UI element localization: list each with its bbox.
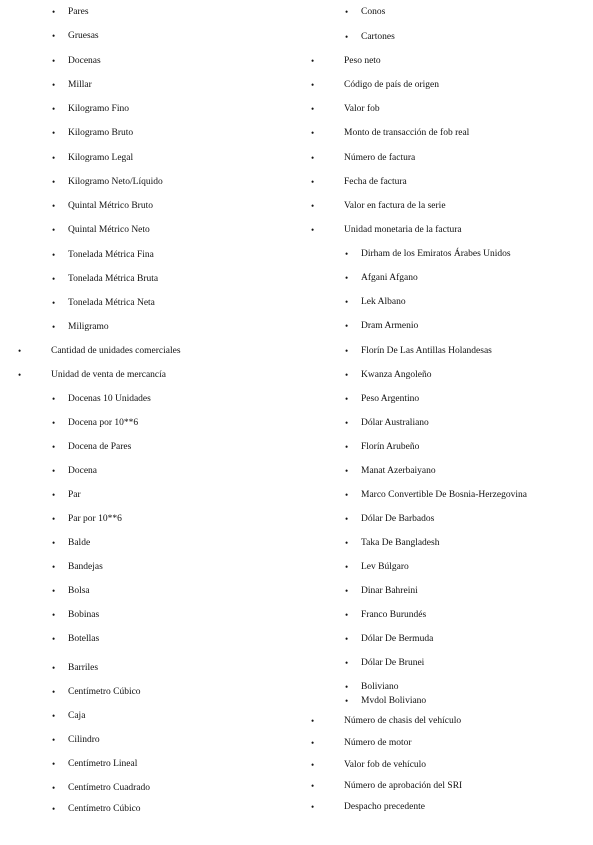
list-item (300, 681, 593, 693)
list-item (300, 585, 593, 597)
bullet-icon: • (345, 634, 349, 644)
list-item-text: Taka De Bangladesh (361, 538, 440, 548)
bullet-icon: • (52, 562, 56, 572)
bullet-icon: • (311, 201, 315, 211)
list-item-text: Dinar Bahreini (361, 586, 418, 596)
bullet-icon: • (345, 346, 349, 356)
list-item (0, 55, 300, 67)
list-item (0, 609, 300, 621)
bullet-icon: • (52, 783, 56, 793)
bullet-icon: • (52, 514, 56, 524)
bullet-icon: • (52, 466, 56, 476)
list-item-text: Bolsa (68, 586, 90, 596)
list-item-text: Dirham de los Emiratos Árabes Unidos (361, 249, 511, 259)
list-item (300, 127, 593, 139)
list-item-text: Botellas (68, 634, 100, 644)
bullet-icon: • (18, 370, 22, 380)
list-item-text: Dólar De Bermuda (361, 634, 434, 644)
list-item-text: Dólar De Barbados (361, 514, 435, 524)
list-item-text: Manat Azerbaiyano (361, 466, 436, 476)
list-item (300, 369, 593, 381)
list-item (0, 6, 300, 18)
list-item-text: Quintal Métrico Bruto (68, 201, 153, 211)
list-item (0, 803, 300, 815)
list-item-text: Centímetro Lineal (68, 759, 138, 769)
bullet-icon: • (311, 56, 315, 66)
bullet-icon: • (52, 394, 56, 404)
list-item-text: Tonelada Métrica Bruta (68, 274, 159, 284)
list-item (300, 200, 593, 212)
list-item (300, 633, 593, 645)
list-item-text: Boliviano (361, 682, 399, 692)
list-item (0, 393, 300, 405)
list-item (300, 6, 593, 18)
bullet-icon: • (345, 7, 349, 17)
list-item (0, 758, 300, 770)
list-item (300, 801, 593, 813)
list-item (0, 417, 300, 429)
list-item (300, 513, 593, 525)
bullet-icon: • (52, 735, 56, 745)
list-item (0, 200, 300, 212)
list-item-text: Miligramo (68, 322, 109, 332)
list-item-text: Centímetro Cúbico (68, 687, 141, 697)
list-item (300, 465, 593, 477)
list-item (300, 345, 593, 357)
list-item (300, 272, 593, 284)
list-item (300, 248, 593, 260)
list-item (0, 662, 300, 674)
bullet-icon: • (345, 658, 349, 668)
bullet-icon: • (345, 32, 349, 42)
list-item-text: Peso neto (344, 56, 381, 66)
bullet-icon: • (311, 104, 315, 114)
list-item (0, 273, 300, 285)
list-item (300, 393, 593, 405)
bullet-icon: • (311, 760, 315, 770)
bullet-icon: • (52, 177, 56, 187)
list-item-text: Kilogramo Legal (68, 153, 134, 163)
bullet-icon: • (345, 297, 349, 307)
list-item (300, 79, 593, 91)
bullet-icon: • (311, 128, 315, 138)
list-item (0, 513, 300, 525)
bullet-icon: • (311, 177, 315, 187)
bullet-icon: • (345, 466, 349, 476)
bullet-icon: • (52, 610, 56, 620)
bullet-icon: • (52, 7, 56, 17)
list-item-text: Tonelada Métrica Neta (68, 298, 155, 308)
list-item (300, 176, 593, 188)
list-item-text: Franco Burundés (361, 610, 427, 620)
list-item-text: Gruesas (68, 31, 99, 41)
list-item (0, 441, 300, 453)
bullet-icon: • (52, 804, 56, 814)
bullet-icon: • (52, 31, 56, 41)
list-item-text: Número de factura (344, 153, 416, 163)
list-item-text: Peso Argentino (361, 394, 420, 404)
bullet-icon: • (311, 80, 315, 90)
list-item-text: Kilogramo Neto/Líquido (68, 177, 163, 187)
bullet-icon: • (345, 562, 349, 572)
list-item (0, 782, 300, 794)
bullet-icon: • (345, 514, 349, 524)
bullet-icon: • (345, 370, 349, 380)
list-item (0, 537, 300, 549)
list-item-text: Docena por 10**6 (68, 418, 139, 428)
list-item-text: Número de aprobación del SRI (344, 781, 463, 791)
bullet-icon: • (52, 128, 56, 138)
list-item (0, 686, 300, 698)
bullet-icon: • (311, 153, 315, 163)
list-item (0, 103, 300, 115)
bullet-icon: • (52, 634, 56, 644)
bullet-icon: • (311, 225, 315, 235)
list-item-text: Dólar Australiano (361, 418, 429, 428)
bullet-icon: • (311, 802, 315, 812)
list-item-text: Florín De Las Antillas Holandesas (361, 346, 492, 356)
list-item-text: Valor fob (344, 104, 380, 114)
bullet-icon: • (345, 418, 349, 428)
bullet-icon: • (52, 298, 56, 308)
list-item-text: Bobinas (68, 610, 100, 620)
list-item (0, 297, 300, 309)
bullet-icon: • (52, 490, 56, 500)
list-item-text: Caja (68, 711, 86, 721)
list-item-text: Kilogramo Fino (68, 104, 129, 114)
list-item (0, 710, 300, 722)
bullet-icon: • (345, 610, 349, 620)
bullet-icon: • (52, 586, 56, 596)
list-item (300, 759, 593, 771)
bullet-icon: • (345, 394, 349, 404)
list-item-text: Dram Armenio (361, 321, 419, 331)
list-item (300, 441, 593, 453)
list-item (300, 609, 593, 621)
bullet-icon: • (52, 56, 56, 66)
bullet-icon: • (311, 738, 315, 748)
list-item-text: Conos (361, 7, 386, 17)
list-item-text: Florín Arubeño (361, 442, 420, 452)
list-item-text: Unidad monetaria de la factura (344, 225, 462, 235)
list-item-text: Balde (68, 538, 91, 548)
list-item (300, 780, 593, 792)
list-item-text: Docena de Pares (68, 442, 132, 452)
list-item-text: Número de chasis del vehículo (344, 716, 462, 726)
bullet-icon: • (311, 716, 315, 726)
list-item-text: Unidad de venta de mercancía (51, 370, 166, 380)
bullet-icon: • (52, 250, 56, 260)
list-item (300, 737, 593, 749)
list-item-text: Barriles (68, 663, 99, 673)
bullet-icon: • (52, 153, 56, 163)
list-item (0, 79, 300, 91)
list-item-text: Pares (68, 7, 89, 17)
bullet-icon: • (52, 418, 56, 428)
bullet-icon: • (52, 274, 56, 284)
list-item (300, 695, 593, 707)
list-item-text: Centímetro Cúbico (68, 804, 141, 814)
list-item-text: Cartones (361, 32, 395, 42)
bullet-icon: • (52, 104, 56, 114)
bullet-icon: • (345, 538, 349, 548)
bullet-icon: • (52, 442, 56, 452)
list-item (0, 224, 300, 236)
bullet-icon: • (345, 490, 349, 500)
list-item-text: Lek Albano (361, 297, 406, 307)
bullet-icon: • (18, 346, 22, 356)
list-item-text: Lev Búlgaro (361, 562, 409, 572)
list-item-text: Par (68, 490, 81, 500)
list-item-text: Docena (68, 466, 98, 476)
list-item-text: Docenas (68, 56, 101, 66)
list-item-text: Valor en factura de la serie (344, 201, 446, 211)
bullet-icon: • (52, 663, 56, 673)
bullet-icon: • (345, 442, 349, 452)
list-item (300, 31, 593, 43)
bullet-icon: • (345, 249, 349, 259)
list-item-text: Valor fob de vehículo (344, 760, 427, 770)
list-item-text: Monto de transacción de fob real (344, 128, 470, 138)
list-item (0, 465, 300, 477)
list-item (0, 127, 300, 139)
list-item-text: Kilogramo Bruto (68, 128, 134, 138)
list-item (0, 585, 300, 597)
list-item (0, 369, 300, 381)
list-item-text: Afgani Afgano (361, 273, 418, 283)
bullet-icon: • (345, 696, 349, 706)
list-item (0, 734, 300, 746)
bullet-icon: • (52, 201, 56, 211)
bullet-icon: • (345, 682, 349, 692)
list-item (300, 320, 593, 332)
bullet-icon: • (52, 538, 56, 548)
list-item (300, 561, 593, 573)
bullet-icon: • (52, 80, 56, 90)
list-item (0, 561, 300, 573)
list-item (0, 321, 300, 333)
list-item-text: Docenas 10 Unidades (68, 394, 151, 404)
list-item (0, 152, 300, 164)
list-item (300, 489, 593, 501)
list-item (0, 30, 300, 42)
bullet-icon: • (52, 711, 56, 721)
bullet-icon: • (52, 687, 56, 697)
list-item (300, 715, 593, 727)
list-item-text: Par por 10**6 (68, 514, 122, 524)
list-item (300, 296, 593, 308)
list-item-text: Mvdol Boliviano (361, 696, 427, 706)
list-item-text: Código de país de origen (344, 80, 439, 90)
list-item (0, 249, 300, 261)
list-item (0, 176, 300, 188)
list-item-text: Número de motor (344, 738, 412, 748)
list-item (0, 633, 300, 645)
list-item (300, 152, 593, 164)
list-item-text: Millar (68, 80, 92, 90)
list-item-text: Marco Convertible De Bosnia-Herzegovina (361, 490, 527, 500)
bullet-icon: • (52, 225, 56, 235)
list-item (0, 345, 300, 357)
bullet-icon: • (311, 781, 315, 791)
list-item-text: Cilindro (68, 735, 100, 745)
list-item (300, 537, 593, 549)
list-item-text: Tonelada Métrica Fina (68, 250, 154, 260)
bullet-icon: • (345, 586, 349, 596)
bullet-icon: • (52, 759, 56, 769)
list-item-text: Dólar De Brunei (361, 658, 425, 668)
list-item (300, 103, 593, 115)
list-item-text: Centímetro Cuadrado (68, 783, 151, 793)
bullet-icon: • (345, 321, 349, 331)
list-item (300, 657, 593, 669)
list-item (300, 55, 593, 67)
list-item-text: Despacho precedente (344, 802, 425, 812)
list-item-text: Quintal Métrico Neto (68, 225, 150, 235)
list-item-text: Bandejas (68, 562, 103, 572)
list-item-text: Cantidad de unidades comerciales (51, 346, 181, 356)
list-item-text: Kwanza Angoleño (361, 370, 432, 380)
list-item (0, 489, 300, 501)
bullet-icon: • (52, 322, 56, 332)
list-item-text: Fecha de factura (344, 177, 407, 187)
list-item (300, 417, 593, 429)
list-item (300, 224, 593, 236)
bullet-icon: • (345, 273, 349, 283)
